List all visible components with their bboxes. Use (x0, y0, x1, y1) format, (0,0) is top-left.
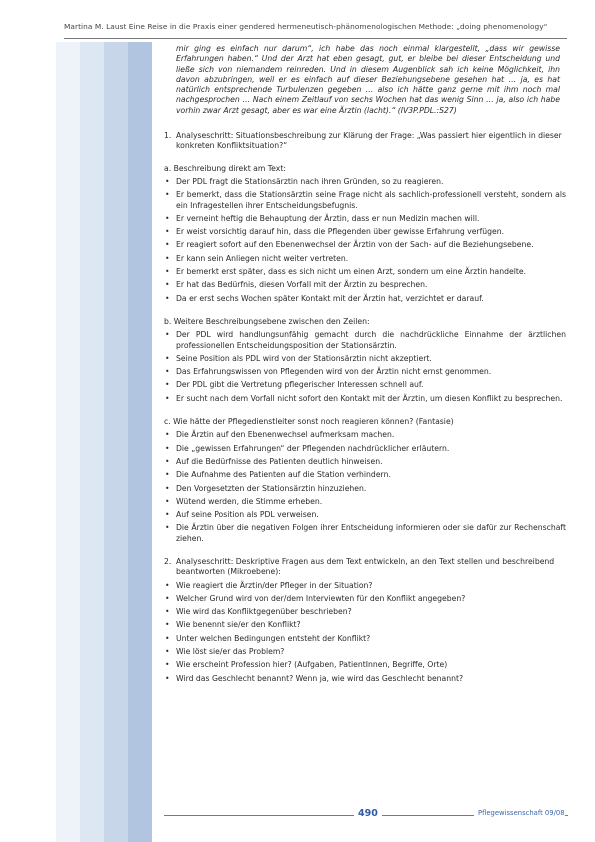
list-item-text: Wie wird das Konfliktgegenüber beschrieben? (176, 607, 352, 617)
list-item-text: Er sucht nach dem Vorfall nicht sofort den Kontakt mit der Ärztin, um diesen Konflikt zu besprechen. (176, 393, 563, 403)
list-item (164, 227, 566, 237)
stripe-5 (128, 42, 152, 842)
bullet-glyph: • (165, 176, 170, 186)
bullet-glyph: • (165, 593, 170, 603)
bullet-glyph: • (165, 620, 170, 630)
list-item-text: Die „gewissen Erfahrungen“ der Pflegenden nachdrücklicher erläutern. (176, 443, 450, 453)
list-item-text: Wie benennt sie/er den Konflikt? (176, 620, 301, 630)
list-item-text: Der PDL gibt die Vertretung pflegerischer Interessen schnell auf. (176, 380, 424, 390)
page-header (0, 0, 595, 40)
bullet-glyph: • (165, 213, 170, 223)
list-item-text: Auf seine Position als PDL verweisen. (176, 510, 319, 520)
list-item (164, 581, 566, 591)
bullet-glyph: • (165, 430, 170, 440)
list-item-text: Er reagiert sofort auf den Ebenenwechsel der Ärztin von der Sach- auf die Beziehungsebene. (176, 240, 534, 250)
list-item-text: Er weist vorsichtig darauf hin, dass die Pflegenden über gewisse Erfahrung verfügen. (176, 227, 505, 237)
step2-title-block (164, 557, 566, 578)
section-b-heading: b. Weitere Beschreibungsebene zwischen den Zeilen: (164, 316, 370, 326)
list-item-text: Die Ärztin über die negativen Folgen ihrer Entscheidung informieren oder sie dafür zur Rechenschaft ziehen. (176, 523, 566, 543)
list-item (164, 620, 566, 630)
bullet-glyph: • (165, 293, 170, 303)
list-item-text: Das Erfahrungswissen von Pflegenden wird von der Ärztin nicht ernst genommen. (176, 367, 492, 377)
list-item-text: Wird das Geschlecht benannt? Wenn ja, wie wird das Geschlecht benannt? (176, 673, 464, 683)
bullet-glyph: • (165, 380, 170, 390)
section-a-heading: a. Beschreibung direkt am Text: (164, 163, 286, 173)
stripe-4 (104, 42, 128, 842)
list-item-text: Die Ärztin auf den Ebenenwechsel aufmerksam machen. (176, 430, 395, 440)
bullet-glyph: • (165, 470, 170, 480)
list-item-text: Welcher Grund wird von der/dem Interviewten für den Konflikt angegeben? (176, 593, 466, 603)
list-item (164, 254, 566, 264)
bullet-glyph: • (165, 330, 170, 340)
step2-question-list (164, 581, 566, 684)
list-item-text: Unter welchen Bedingungen entsteht der Konflikt? (176, 633, 371, 643)
stripe-2 (56, 42, 80, 842)
list-item-text: Wie reagiert die Ärztin/der Pfleger in der Situation? (176, 580, 373, 590)
list-item-text: Wie löst sie/er das Problem? (176, 647, 285, 657)
bullet-glyph: • (165, 660, 170, 670)
bullet-glyph: • (165, 253, 170, 263)
bullet-glyph: • (165, 523, 170, 533)
bullet-glyph: • (165, 496, 170, 506)
bullet-glyph: • (165, 510, 170, 520)
list-item (164, 484, 566, 494)
list-item (164, 214, 566, 224)
bullet-glyph: • (165, 607, 170, 617)
bullet-glyph: • (165, 647, 170, 657)
journal-name: Pflegewissenschaft 09/08 (474, 809, 565, 817)
list-item (164, 523, 566, 544)
list-item (164, 240, 566, 250)
list-item (164, 380, 566, 390)
section-b-list (164, 330, 566, 404)
stripe-3 (80, 42, 104, 842)
list-item (164, 330, 566, 351)
list-item (164, 354, 566, 364)
step1-title-block (164, 131, 566, 152)
list-item-text: Der PDL fragt die Stationsärztin nach ihren Gründen, so zu reagieren. (176, 176, 444, 186)
list-item (164, 457, 566, 467)
bullet-glyph: • (165, 483, 170, 493)
list-item-text: Seine Position als PDL wird von der Stationsärztin nicht akzeptiert. (176, 353, 432, 363)
interview-quote: mir ging es einfach nur darum“, ich habe das noch einmal klargestellt, „dass wir gewisse Erfahrungen haben.“ Und der Arzt hat eben gesagt, gut, er bleibe bei dieser Entscheidung und ließe sich von niemandem reinreden. Und in diesem Augenblick sah ich keine Möglichkeit, ihn davon abzubringen, weil er es einfach auf dieser Beziehungsebene gesehen hat … ja, es hat natürlich entsprechende Turbulenzen gegeben … also ich hätte ganz gerne mit ihm noch mal nachgesprochen … Nach einem Zeitlauf von sechs Wochen hat das wenig Sinn … ja, also ich habe vorhin zwar Arzt gesagt, aber es war eine Ärztin (lacht).“ (IV3P.PDL.:S27) (176, 44, 560, 115)
running-title: Martina M. Laust Eine Reise in die Praxis einer gendered hermeneutisch-phänomenologischen Methode: „doing phenomenology“ (64, 22, 548, 31)
list-item (164, 660, 566, 670)
step1-title: Analyseschritt: Situationsbeschreibung zur Klärung der Frage: „Was passiert hier eigentlich in dieser konkreten Konfliktsituation?“ (176, 131, 562, 151)
list-item-text: Die Aufnahme des Patienten auf die Station verhindern. (176, 470, 391, 480)
list-item (164, 647, 566, 657)
list-item (164, 190, 566, 211)
list-item (164, 367, 566, 377)
bullet-glyph: • (165, 367, 170, 377)
list-item-text: Er bemerkt erst später, dass es sich nicht um einen Arzt, sondern um eine Ärztin handelte. (176, 267, 527, 277)
list-item (164, 470, 566, 480)
list-item-text: Er bemerkt, dass die Stationsärztin seine Frage nicht als sachlich-professionell versteht, sondern als ein Infragestellen ihrer Entscheidungsbefugnis. (176, 190, 566, 210)
list-item (164, 607, 566, 617)
list-item-text: Wie erscheint Profession hier? (Aufgaben, PatientInnen, Begriffe, Orte) (176, 660, 448, 670)
bullet-glyph: • (165, 353, 170, 363)
list-item (164, 280, 566, 290)
list-item (164, 430, 566, 440)
list-item-text: Wütend werden, die Stimme erheben. (176, 496, 323, 506)
section-c-heading: c. Wie hätte der Pflegedienstleiter sonst noch reagieren können? (Fantasie) (164, 417, 454, 427)
step2-number: 2. (164, 556, 172, 566)
stripe-1 (0, 42, 56, 842)
list-item-text: Den Vorgesetzten der Stationsärztin hinzuziehen. (176, 483, 367, 493)
list-item-text: Er hat das Bedürfnis, diesen Vorfall mit der Ärztin zu besprechen. (176, 280, 428, 290)
list-item-text: Auf die Bedürfnisse des Patienten deutlich hinweisen. (176, 456, 383, 466)
decorative-blue-stripes (0, 42, 152, 842)
list-item (164, 510, 566, 520)
bullet-glyph: • (165, 190, 170, 200)
list-item (164, 177, 566, 187)
bullet-glyph: • (165, 240, 170, 250)
section-c-list (164, 430, 566, 544)
step2-title: Analyseschritt: Deskriptive Fragen aus dem Text entwickeln, an den Text stellen und beschreibend beantworten (Mikroebene): (176, 556, 555, 577)
list-item-text: Da er erst sechs Wochen später Kontakt mit der Ärztin hat, verzichtet er darauf. (176, 293, 484, 303)
bullet-glyph: • (165, 456, 170, 466)
main-content (164, 44, 566, 696)
header-rule (64, 38, 567, 39)
list-item (164, 497, 566, 507)
bullet-glyph: • (165, 227, 170, 237)
list-item (164, 294, 566, 304)
section-a-list (164, 177, 566, 304)
bullet-glyph: • (165, 267, 170, 277)
bullet-glyph: • (165, 443, 170, 453)
bullet-glyph: • (165, 633, 170, 643)
list-item-text: Er verneint heftig die Behauptung der Ärztin, dass er nun Medizin machen will. (176, 213, 480, 223)
list-item (164, 634, 566, 644)
step1-number: 1. (164, 131, 172, 141)
bullet-glyph: • (165, 580, 170, 590)
list-item (164, 444, 566, 454)
page-footer (0, 806, 595, 826)
bullet-glyph: • (165, 280, 170, 290)
list-item-text: Der PDL wird handlungsunfähig gemacht durch die nachdrückliche Einnahme der ärztlichen professionellen Entscheidungsposition der Stationsärztin. (176, 330, 566, 350)
list-item (164, 267, 566, 277)
bullet-glyph: • (165, 673, 170, 683)
list-item (164, 394, 566, 404)
list-item (164, 594, 566, 604)
list-item (164, 674, 566, 684)
bullet-glyph: • (165, 393, 170, 403)
page-number: 490 (354, 808, 382, 819)
list-item-text: Er kann sein Anliegen nicht weiter vertreten. (176, 253, 349, 263)
